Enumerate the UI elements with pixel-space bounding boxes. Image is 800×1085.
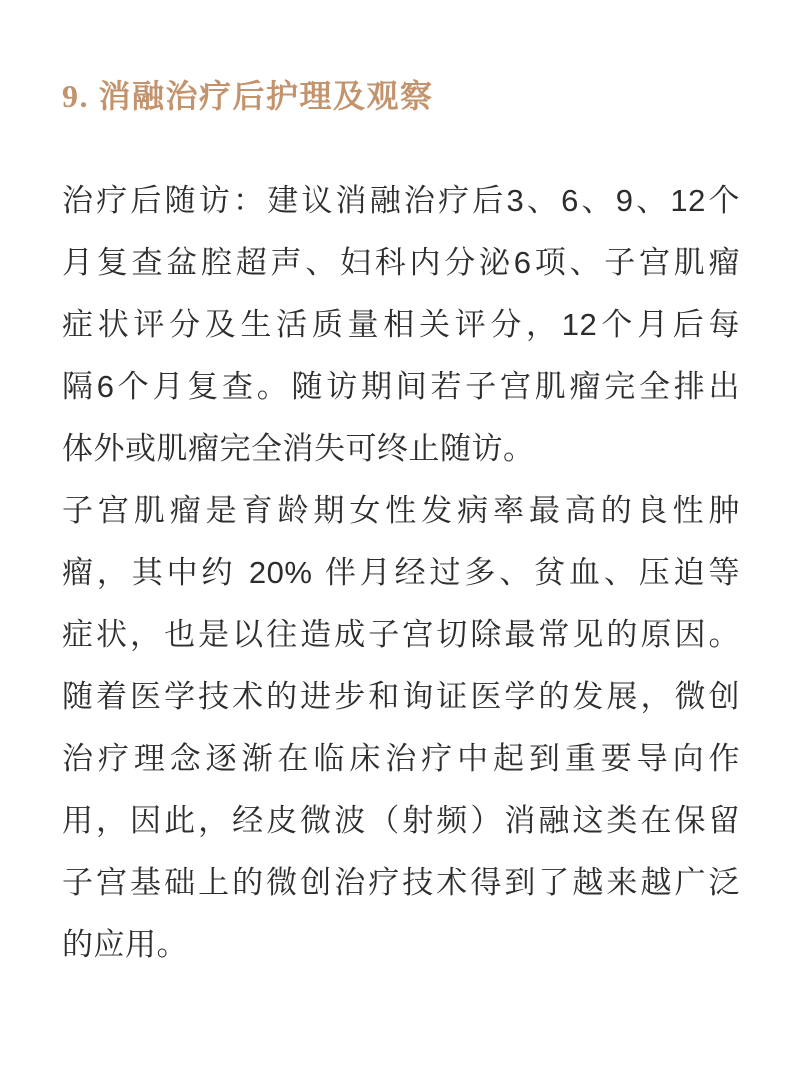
text-line: 瘤，其中约 20% 伴月经过多、贫血、压迫等	[62, 555, 740, 590]
text-line: 的应用。	[62, 927, 188, 962]
text-line: 随着医学技术的进步和询证医学的发展，微创	[62, 679, 740, 714]
text-line: 月复查盆腔超声、妇科内分泌6项、子宫肌瘤	[62, 245, 740, 280]
text-line: 体外或肌瘤完全消失可终止随访。	[62, 431, 535, 466]
text-line: 治疗理念逐渐在临床治疗中起到重要导向作	[62, 741, 740, 776]
text-line: 子宫肌瘤是育龄期女性发病率最高的良性肿	[62, 493, 740, 528]
article-body	[62, 170, 740, 976]
text-line: 用，因此，经皮微波（射频）消融这类在保留	[62, 803, 740, 838]
section-heading: 9. 消融治疗后护理及观察	[62, 78, 434, 114]
text-line: 隔6个月复查。随访期间若子宫肌瘤完全排出	[62, 369, 740, 404]
text-line: 治疗后随访：建议消融治疗后3、6、9、12个	[62, 183, 740, 218]
text-line: 症状评分及生活质量相关评分，12个月后每	[62, 307, 740, 342]
text-line: 症状，也是以往造成子宫切除最常见的原因。	[62, 617, 740, 652]
text-line: 子宫基础上的微创治疗技术得到了越来越广泛	[62, 865, 740, 900]
